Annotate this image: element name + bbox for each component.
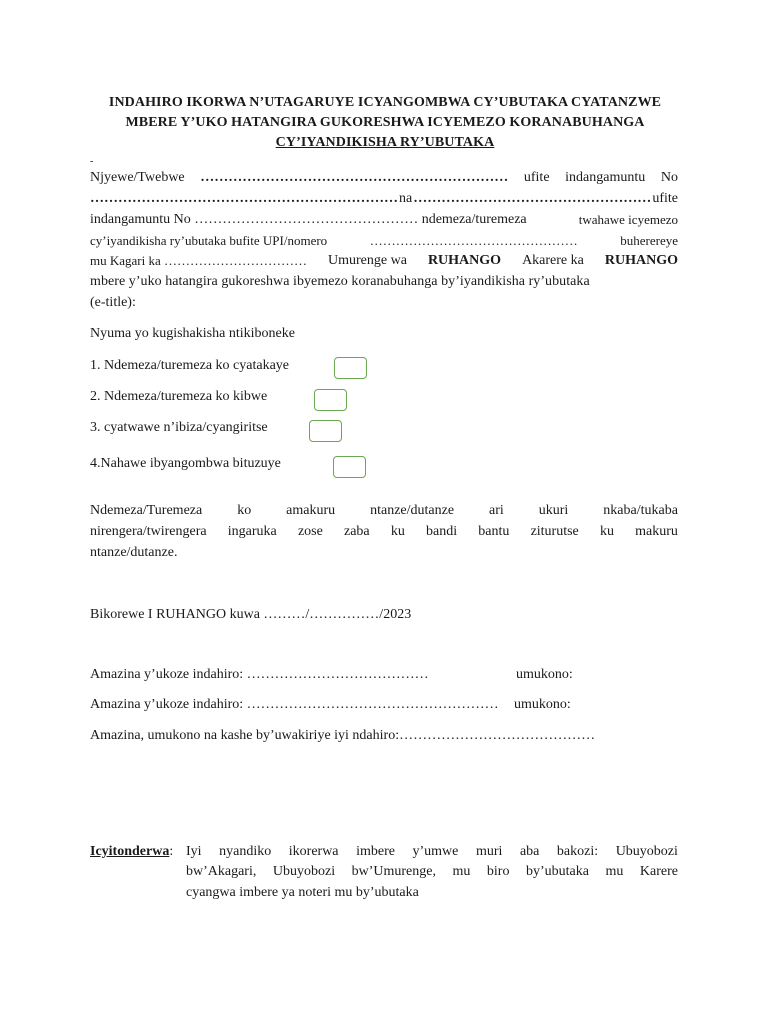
signature-label-1: Amazina y’ukoze indahiro: ………………………………… — [90, 667, 429, 682]
kagari-blank[interactable]: mu Kagari ka …………………………… — [90, 253, 308, 268]
title-line-1: INDAHIRO IKORWA N’UTAGARUYE ICYANGOMBWA CY’UBUTAKA CYATANZWE — [108, 95, 662, 110]
intro-text: No — [660, 170, 678, 185]
note-text-line-3: cyangwa imbere ya noteri mu by’ubutaka — [186, 885, 419, 900]
akarere-value: RUHANGO — [604, 253, 678, 268]
word: zose — [297, 524, 323, 539]
intro-text: cy’iyandikisha ry’ubutaka bufite UPI/nomero — [90, 233, 328, 248]
word: Ubuyobozi — [272, 864, 336, 879]
word: ku — [390, 524, 405, 539]
word: ingaruka — [227, 524, 277, 539]
word: nkaba/tukaba — [603, 503, 678, 518]
declaration-line-3: ntanze/dutanze. — [90, 545, 178, 560]
note-text-line-1 — [186, 842, 678, 862]
stray-mark: - — [90, 156, 94, 167]
word: ari — [489, 503, 504, 518]
word: by’ubutaka — [526, 864, 589, 879]
word: ku — [599, 524, 614, 539]
word: bw’Akagari, — [186, 864, 257, 879]
signature-sign-2: umukono: — [514, 697, 571, 712]
intro-line-5 — [90, 251, 678, 271]
checkbox-incomplete[interactable] — [333, 456, 366, 478]
word: mu — [452, 864, 471, 879]
intro-text: mbere y’uko hatangira gukoreshwa ibyemezo koranabuhanga by’iyandikisha ry’ubutaka — [90, 274, 590, 289]
intro-text: indangamuntu — [565, 170, 646, 185]
note-label: Icyitonderwa — [90, 844, 170, 859]
upi-blank[interactable]: ………………………………………… — [369, 233, 578, 248]
word: ko — [237, 503, 252, 518]
word: amakuru — [286, 503, 336, 518]
intro-text: ufite — [652, 191, 678, 206]
word: zaba — [344, 524, 370, 539]
word: ziturutse — [530, 524, 579, 539]
title-line-3 — [90, 134, 680, 152]
intro-line-2 — [90, 189, 678, 209]
intro-text: buherereye — [620, 233, 678, 248]
intro-text: na — [399, 191, 413, 206]
word: bakozi: — [556, 844, 599, 859]
umurenge-value: RUHANGO — [427, 253, 502, 268]
intro-line-1 — [90, 168, 678, 188]
name-blank[interactable]: ………………………………………………………… — [200, 170, 509, 185]
word: biro — [486, 864, 510, 879]
word: ikorerwa — [288, 844, 339, 859]
title-line-3-text: CY’IYANDIKISHA RY’UBUTAKA — [275, 135, 495, 150]
intro-text: Umurenge wa — [328, 253, 407, 268]
word: Karere — [639, 864, 678, 879]
word: bantu — [478, 524, 510, 539]
word: y’umwe — [412, 844, 459, 859]
checkbox-damaged[interactable] — [309, 420, 342, 442]
word: muri — [475, 844, 503, 859]
option-stolen: 2. Ndemeza/turemeza ko kibwe — [90, 389, 268, 404]
date-line: Bikorewe I RUHANGO kuwa ………/……………/2023 — [90, 607, 412, 622]
note-text-line-2 — [186, 862, 678, 882]
word: bw’Umurenge, — [351, 864, 436, 879]
subheading: Nyuma yo kugishakisha ntikiboneke — [90, 326, 295, 341]
note-line-1 — [90, 842, 173, 862]
official-line: Amazina, umukono na kashe by’uwakiriye iyi ndahiro:…………………………………… — [90, 728, 596, 743]
option-lost: 1. Ndemeza/turemeza ko cyatakaye — [90, 358, 290, 373]
checkbox-lost[interactable] — [334, 357, 367, 379]
word: bandi — [426, 524, 458, 539]
signature-sign-1: umukono: — [516, 667, 573, 682]
intro-line-7: (e-title): — [90, 295, 136, 310]
intro-text: Njyewe/Twebwe — [90, 170, 185, 185]
second-name-blank[interactable]: …………………………………………… — [413, 191, 652, 206]
word: Ubuyobozi — [615, 844, 678, 859]
note-colon: : — [169, 844, 174, 859]
intro-text: ufite — [523, 170, 550, 185]
declaration-line-2 — [90, 522, 678, 542]
intro-text: Akarere ka — [522, 253, 584, 268]
intro-text: indangamuntu No ………………………………………… ndemeza/turemeza — [90, 212, 527, 227]
word: Iyi — [186, 844, 202, 859]
option-damaged: 3. cyatwawe n’ibiza/cyangiritse — [90, 420, 268, 435]
word: mu — [605, 864, 624, 879]
intro-text: twahawe icyemezo — [578, 212, 678, 227]
intro-line-4 — [90, 231, 678, 251]
word: makuru — [635, 524, 678, 539]
word: nyandiko — [219, 844, 272, 859]
word: aba — [519, 844, 540, 859]
signature-label-2: Amazina y’ukoze indahiro: ……………………………………………… — [90, 697, 499, 712]
word: ntanze/dutanze — [370, 503, 455, 518]
title-line-2: MBERE Y’UKO HATANGIRA GUKORESHWA ICYEMEZO KORANABUHANGA — [125, 115, 645, 130]
checkbox-stolen[interactable] — [314, 389, 347, 411]
declaration-line-1 — [90, 501, 678, 521]
intro-line-6 — [90, 272, 678, 292]
option-incomplete: 4.Nahawe ibyangombwa bituzuye — [90, 456, 281, 471]
word: ukuri — [538, 503, 569, 518]
word: Ndemeza/Turemeza — [90, 503, 203, 518]
id-number-blank[interactable]: ………………………………………………………… — [90, 191, 398, 206]
word: nirengera/twirengera — [90, 524, 207, 539]
intro-line-3 — [90, 210, 678, 230]
word: imbere — [356, 844, 395, 859]
